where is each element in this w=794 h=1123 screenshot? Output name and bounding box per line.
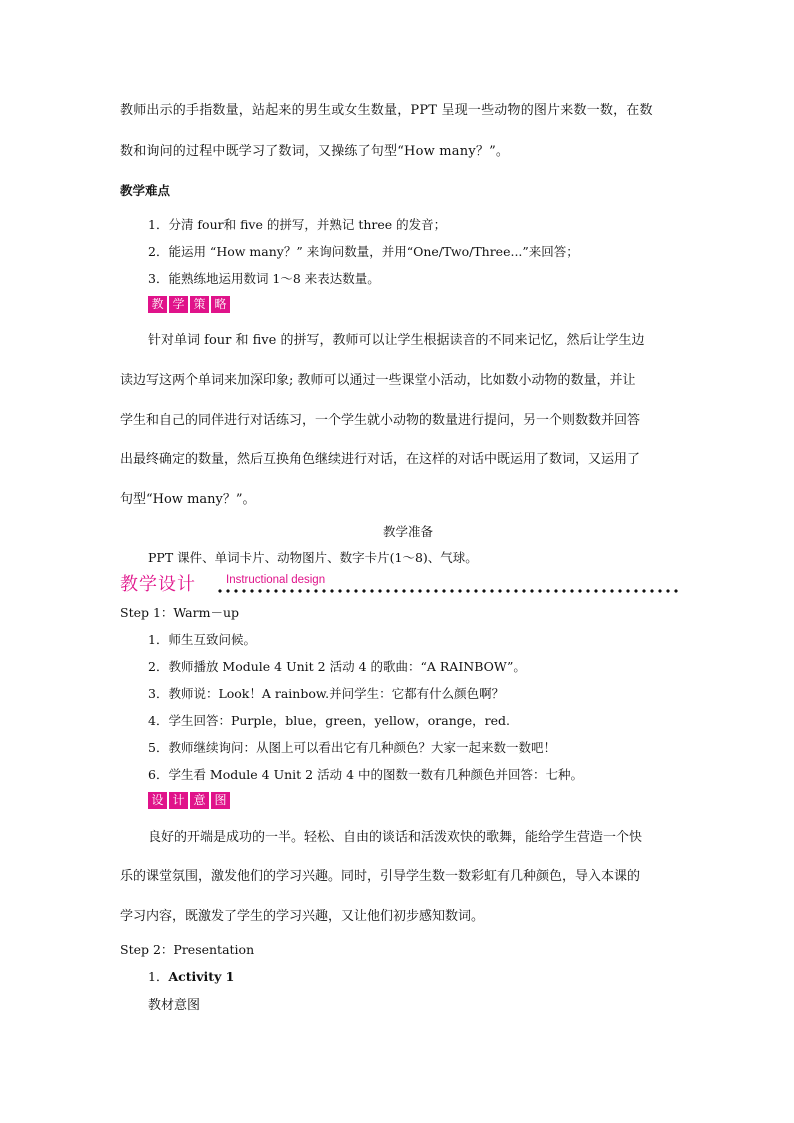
activity-name: Activity 1 [168,969,235,984]
step1-item: 4．学生回答：Purple，blue，green，yellow，orange，red. [148,713,510,728]
strategy-line: 出最终确定的数量，然后互换角色继续进行对话，在这样的对话中既运用了数词，又运用了 [120,452,641,467]
preparation-content: PPT 课件、单词卡片、动物图片、数字卡片(1～8)、气球。 [148,550,478,565]
step1-item: 3．教师说：Look！A rainbow.并问学生：它都有什么颜色啊？ [148,686,505,701]
difficulty-item: 1．分清 four和 five 的拼写，并熟记 three 的发音； [148,217,447,232]
strategy-badge [148,296,230,313]
design-title: 教学设计 [120,574,196,595]
badge-char: 学 [169,296,188,313]
difficulty-item: 3．能熟练地运用数词 1～8 来表达数量。 [148,271,380,286]
activity-heading [148,967,234,985]
step2-title: Step 2：Presentation [120,942,255,957]
intent-line: 良好的开端是成功的一半。轻松、自由的谈话和活泼欢快的歌舞，能给学生营造一个快 [148,830,643,845]
difficulty-item: 2．能运用 “How many？” 来询问数量，并用“One/Two/Three...”来回答； [148,244,579,259]
badge-char: 意 [190,792,209,809]
intro-line-2: 数和询问的过程中既学习了数词，又操练了句型“How many？”。 [120,144,510,159]
difficulty-heading: 教学难点 [120,183,171,198]
badge-char: 略 [211,296,230,313]
intent-badge [148,792,230,809]
badge-char: 计 [169,792,188,809]
badge-char: 教 [148,296,167,313]
intent-line: 乐的课堂氛围，激发他们的学习兴趣。同时，引导学生数一数彩虹有几种颜色，导入本课的 [120,869,641,884]
step1-item: 1．师生互致问候。 [148,632,256,647]
activity-number: 1． [148,969,169,984]
strategy-line: 读边写这两个单词来加深印象; 教师可以通过一些课堂小活动，比如数小动物的数量，并让 [120,373,636,388]
step1-title: Step 1：Warm－up [120,605,240,620]
badge-char: 图 [211,792,230,809]
design-subtitle: Instructional design [226,574,326,586]
badge-char: 设 [148,792,167,809]
strategy-line: 针对单词 four 和 five 的拼写，教师可以让学生根据读音的不同来记忆，然后让学生边 [148,333,645,348]
strategy-line: 学生和自己的同伴进行对话练习，一个学生就小动物的数量进行提问，另一个则数数并回答 [120,413,641,428]
badge-char: 策 [190,296,209,313]
step1-item: 5．教师继续询问：从图上可以看出它有几种颜色？大家一起来数一数吧！ [148,740,556,755]
strategy-line: 句型“How many？”。 [120,492,256,507]
step1-item: 2．教师播放 Module 4 Unit 2 活动 4 的歌曲：“A RAINBOW”。 [148,659,526,674]
preparation-heading: 教学准备 [383,524,434,539]
intent-line: 学习内容，既激发了学生的学习兴趣，又让他们初步感知数词。 [120,909,485,924]
intro-line-1: 教师出示的手指数量，站起来的男生或女生数量，PPT 呈现一些动物的图片来数一数，在数 [120,103,653,118]
step1-item: 6．学生看 Module 4 Unit 2 活动 4 中的图数一数有几种颜色并回答：七种。 [148,767,584,782]
dotted-divider [216,588,682,594]
material-intent-heading: 教材意图 [148,998,201,1013]
